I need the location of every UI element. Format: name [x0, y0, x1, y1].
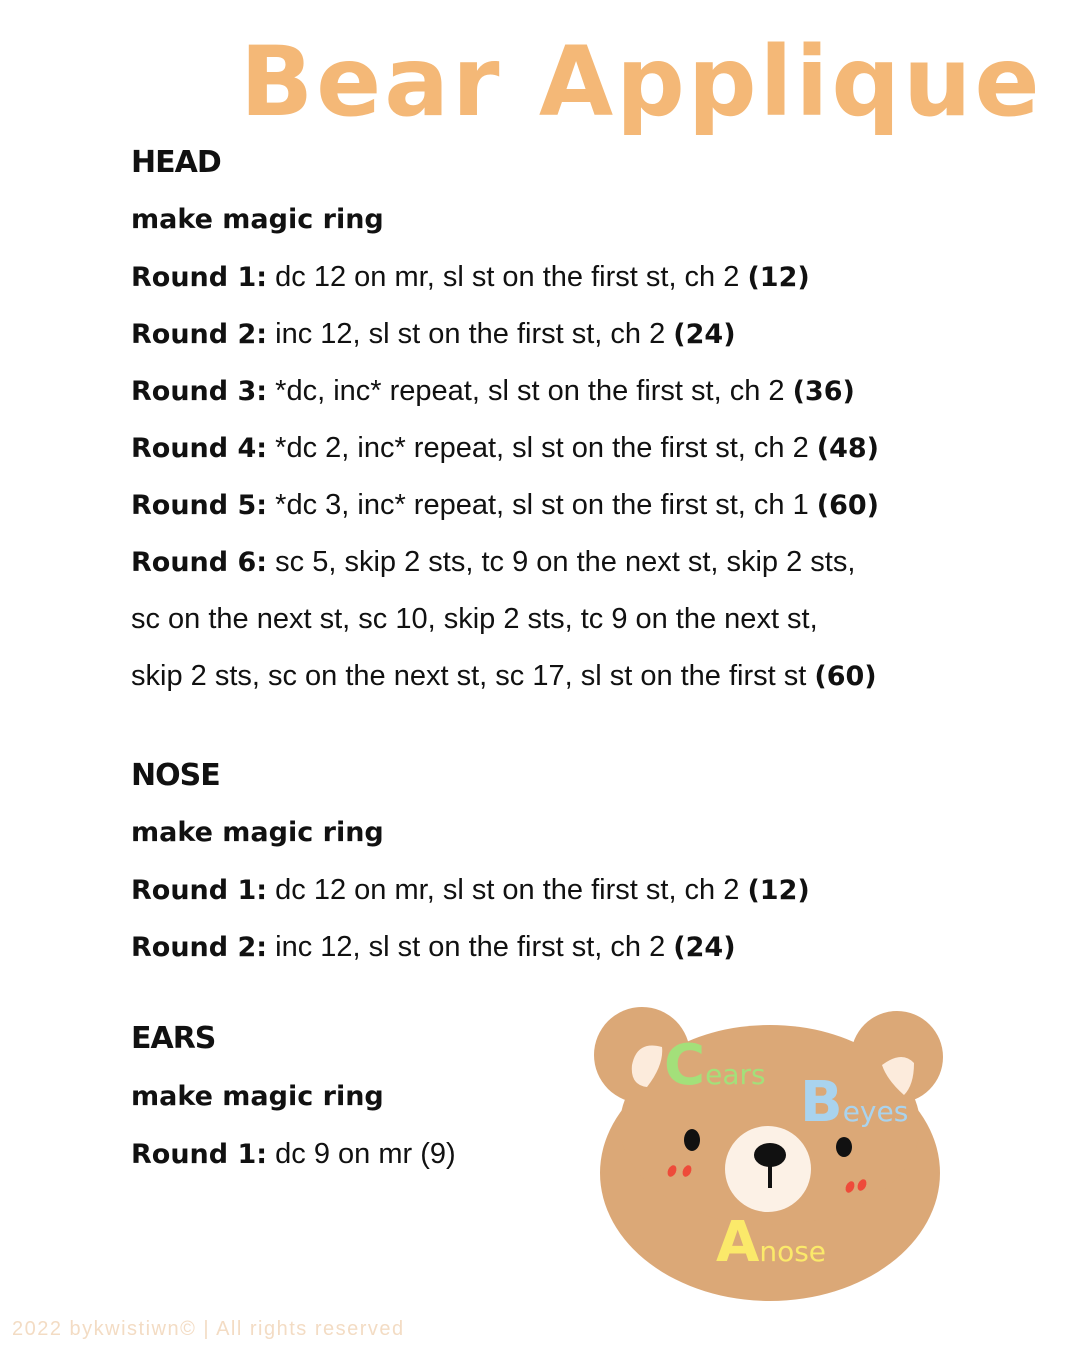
round-label: Round 6:	[131, 547, 268, 578]
round-label: Round 1:	[131, 262, 268, 293]
round-label: Round 5:	[131, 490, 268, 521]
round-label: Round 1:	[131, 875, 268, 906]
copyright-footer: 2022 bykwistiwn© | All rights reserved	[12, 1318, 405, 1340]
round-text: dc 9 on mr (9)	[275, 1138, 456, 1170]
head-round-2	[131, 316, 736, 353]
ears-round-1	[131, 1136, 456, 1173]
head-round-6-cont2	[131, 658, 877, 695]
head-round-1	[131, 259, 810, 296]
head-start: make magic ring	[131, 204, 384, 235]
head-round-4	[131, 430, 879, 467]
round-text: skip 2 sts, sc on the next st, sc 17, sl st on the first st	[131, 660, 807, 692]
label-c-ears	[664, 1033, 766, 1098]
stitch-count: (60)	[816, 490, 880, 521]
section-heading-head: HEAD	[131, 145, 221, 180]
label-word: eyes	[842, 1095, 909, 1128]
bear-illustration	[592, 1005, 952, 1305]
head-round-6	[131, 544, 855, 581]
round-text: inc 12, sl st on the first st, ch 2	[275, 318, 666, 350]
stitch-count: (36)	[792, 376, 855, 407]
head-round-5	[131, 487, 879, 524]
label-word: nose	[759, 1235, 827, 1268]
stitch-count: (60)	[814, 661, 877, 692]
round-label: Round 2:	[131, 319, 268, 350]
round-text: *dc 2, inc* repeat, sl st on the first st, ch 2	[275, 432, 809, 464]
round-label: Round 2:	[131, 932, 268, 963]
round-label: Round 3:	[131, 376, 268, 407]
round-text: sc 5, skip 2 sts, tc 9 on the next st, skip 2 sts,	[275, 546, 856, 578]
round-text: sc on the next st, sc 10, skip 2 sts, tc 9 on the next st,	[131, 603, 818, 635]
round-label: Round 4:	[131, 433, 268, 464]
ears-start: make magic ring	[131, 1081, 384, 1112]
label-a-nose	[716, 1210, 826, 1275]
round-text: dc 12 on mr, sl st on the first st, ch 2	[275, 874, 740, 906]
label-letter: B	[800, 1070, 843, 1135]
nose-round-2	[131, 929, 736, 966]
round-text: dc 12 on mr, sl st on the first st, ch 2	[275, 261, 740, 293]
page-title: Bear Applique	[240, 26, 1043, 138]
stitch-count: (12)	[747, 262, 810, 293]
label-b-eyes	[800, 1070, 908, 1135]
round-text: *dc, inc* repeat, sl st on the first st, ch 2	[275, 375, 785, 407]
section-heading-ears: EARS	[131, 1021, 216, 1056]
stitch-count: (24)	[673, 932, 736, 963]
stitch-count: (48)	[816, 433, 880, 464]
label-letter: A	[716, 1210, 760, 1275]
nose-round-1	[131, 872, 810, 909]
round-text: *dc 3, inc* repeat, sl st on the first st, ch 1	[275, 489, 809, 521]
round-text: inc 12, sl st on the first st, ch 2	[275, 931, 666, 963]
section-heading-nose: NOSE	[131, 758, 220, 793]
nose-start: make magic ring	[131, 817, 384, 848]
stitch-count: (24)	[673, 319, 736, 350]
stitch-count: (12)	[747, 875, 810, 906]
round-label: Round 1:	[131, 1139, 268, 1170]
head-round-3	[131, 373, 855, 410]
label-word: ears	[705, 1058, 766, 1091]
head-round-6-cont	[131, 601, 818, 637]
label-letter: C	[664, 1033, 706, 1098]
